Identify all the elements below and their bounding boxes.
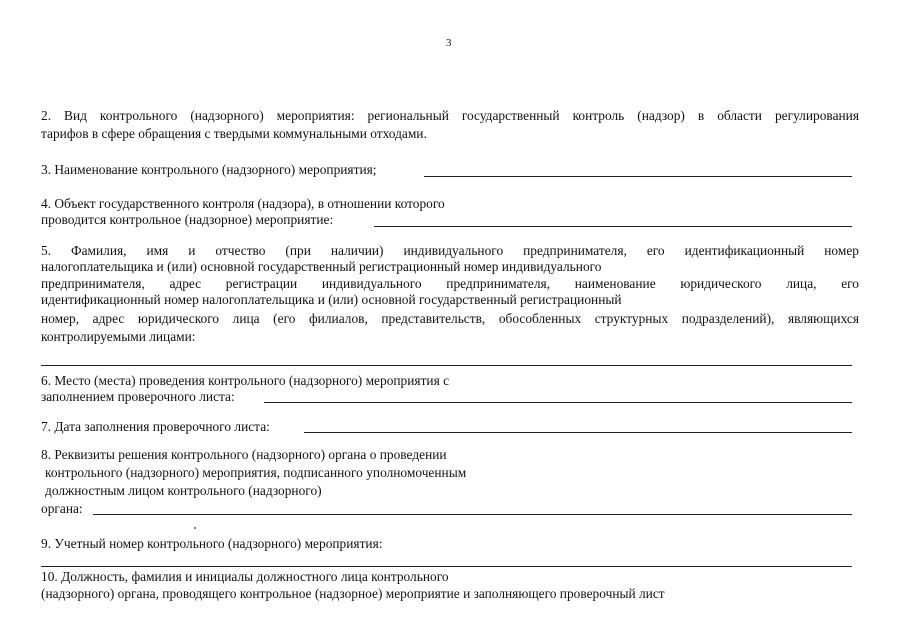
item7-label: 7. Дата заполнения проверочного листа: <box>41 419 270 434</box>
item5-line6: контролируемыми лицами: <box>41 329 196 344</box>
item8-line3: должностным лицом контрольного (надзорного) <box>45 483 322 498</box>
item8-line1: 8. Реквизиты решения контрольного (надзорного) органа о проведении <box>41 447 447 462</box>
item3-fill-line[interactable] <box>424 176 852 177</box>
item4-line1: 4. Объект государственного контроля (надзора), в отношении которого <box>41 196 445 211</box>
item7-fill-line[interactable] <box>304 432 852 433</box>
item10-line2: (надзорного) органа, проводящего контрольное (надзорное) мероприятие и заполняющего проверочный лист <box>41 586 665 601</box>
item10-line1: 10. Должность, фамилия и инициалы должностного лица контрольного <box>41 569 449 584</box>
item5-fill-line[interactable] <box>41 365 852 366</box>
item2-line2: тарифов в сфере обращения с твердыми коммунальными отходами. <box>41 126 427 141</box>
item8-fill-line[interactable] <box>93 514 852 515</box>
item3-label: 3. Наименование контрольного (надзорного) мероприятия; <box>41 162 377 177</box>
item6-fill-line[interactable] <box>264 402 852 403</box>
item4-line2: проводится контрольное (надзорное) мероприятие: <box>41 212 334 227</box>
item6-line1: 6. Место (места) проведения контрольного (надзорного) мероприятия с <box>41 373 450 388</box>
item9-label: 9. Учетный номер контрольного (надзорного) мероприятия: <box>41 536 383 551</box>
item5-line4: идентификационный номер налогоплательщика и (или) основной государственный регистрационный <box>41 292 622 307</box>
item8-line2: контрольного (надзорного) мероприятия, подписанного уполномоченным <box>45 465 467 480</box>
page-number: 3 <box>446 37 452 49</box>
item5-line1: 5. Фамилия, имя и отчество (при наличии) индивидуального предпринимателя, его идентификационный номер <box>41 243 859 258</box>
scan-speck <box>194 527 196 529</box>
item2-line1: 2. Вид контрольного (надзорного) мероприятия: региональный государственный контроль (надзор) в области регулирования <box>41 108 859 123</box>
item9-fill-line[interactable] <box>41 566 852 567</box>
item6-line2: заполнением проверочного листа: <box>41 389 235 404</box>
item5-line2: налогоплательщика и (или) основной государственный регистрационный номер индивидуального <box>41 259 602 274</box>
item8-line4: органа: <box>41 501 83 516</box>
item5-line3: предпринимателя, адрес регистрации индивидуального предпринимателя, наименование юридического лица, его <box>41 276 859 291</box>
item5-line5: номер, адрес юридического лица (его филиалов, представительств, обособленных структурных подразделений), являющихся <box>41 311 859 326</box>
item4-fill-line[interactable] <box>374 226 852 227</box>
